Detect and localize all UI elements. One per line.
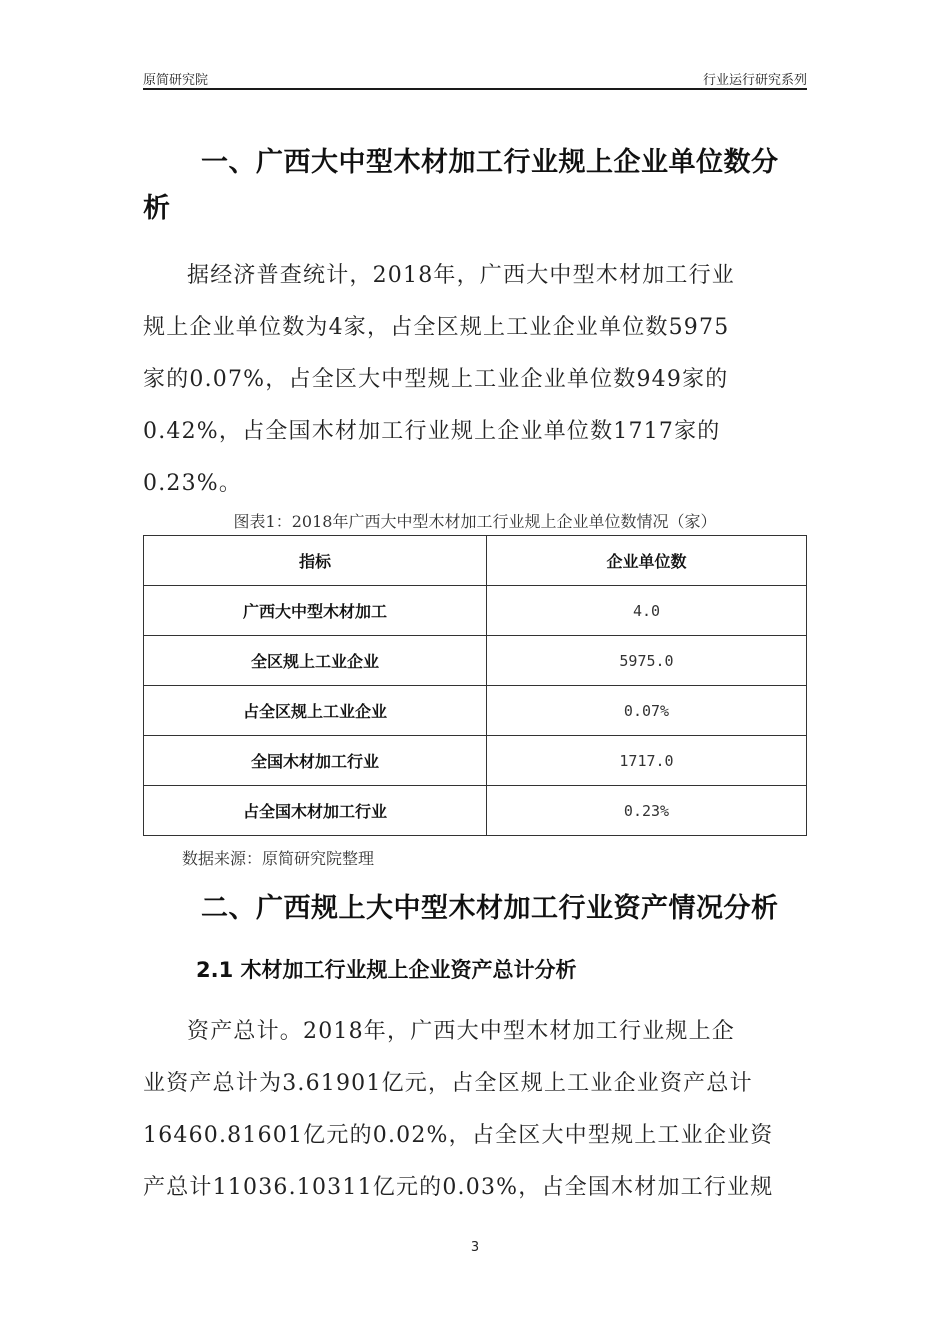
table-row bbox=[144, 686, 807, 736]
row-value: 1717.0 bbox=[487, 736, 807, 786]
enterprise-count-table bbox=[143, 535, 807, 836]
section2-title-text: 二、广西规上大中型木材加工行业资产情况分析 bbox=[201, 893, 779, 924]
page-number: 3 bbox=[470, 1240, 480, 1255]
row-value: 5975.0 bbox=[487, 636, 807, 686]
row-label: 占全区规上工业企业 bbox=[144, 686, 487, 736]
column-header-indicator: 指标 bbox=[144, 536, 487, 586]
paragraph-line: 0.23%。 bbox=[143, 471, 243, 496]
section2-subtitle: 2.1 木材加工行业规上企业资产总计分析 bbox=[196, 958, 577, 982]
page-header bbox=[143, 66, 807, 88]
paragraph-line: 16460.81601亿元的0.02%，占全区大中型规上工业企业资 bbox=[143, 1123, 774, 1148]
paragraph-line: 产总计11036.10311亿元的0.03%，占全国木材加工行业规 bbox=[143, 1175, 774, 1200]
row-label: 全区规上工业企业 bbox=[144, 636, 487, 686]
table-row bbox=[144, 786, 807, 836]
header-divider bbox=[143, 88, 807, 90]
paragraph-line: 据经济普查统计，2018年，广西大中型木材加工行业 bbox=[187, 263, 735, 288]
table-row bbox=[144, 586, 807, 636]
row-label: 全国木材加工行业 bbox=[144, 736, 487, 786]
section2-paragraph bbox=[143, 1006, 809, 1214]
paragraph-line: 0.42%，占全国木材加工行业规上企业单位数1717家的 bbox=[143, 419, 721, 444]
section1-title-line1: 一、广西大中型木材加工行业规上企业单位数分 bbox=[201, 147, 779, 178]
paragraph-line: 规上企业单位数为4家，占全区规上工业企业单位数5975 bbox=[143, 315, 730, 340]
data-source-note: 数据来源：原简研究院整理 bbox=[182, 849, 375, 868]
table-row bbox=[144, 736, 807, 786]
row-value: 4.0 bbox=[487, 586, 807, 636]
section2-title bbox=[143, 886, 807, 932]
column-header-count: 企业单位数 bbox=[487, 536, 807, 586]
row-label: 占全国木材加工行业 bbox=[144, 786, 487, 836]
row-label: 广西大中型木材加工 bbox=[144, 586, 487, 636]
section1-title-line2: 析 bbox=[143, 193, 171, 224]
row-value: 0.23% bbox=[487, 786, 807, 836]
paragraph-line: 家的0.07%，占全区大中型规上工业企业单位数949家的 bbox=[143, 367, 729, 392]
paragraph-line: 资产总计。2018年，广西大中型木材加工行业规上企 bbox=[187, 1019, 735, 1044]
row-value: 0.07% bbox=[487, 686, 807, 736]
table-row bbox=[144, 636, 807, 686]
table-caption: 图表1：2018年广西大中型木材加工行业规上企业单位数情况（家） bbox=[233, 512, 717, 531]
paragraph-line: 业资产总计为3.61901亿元，占全区规上工业企业资产总计 bbox=[143, 1071, 753, 1096]
section1-title bbox=[143, 140, 807, 232]
section1-paragraph bbox=[143, 250, 809, 510]
header-publisher: 原简研究院 bbox=[143, 73, 209, 88]
table-header-row bbox=[144, 536, 807, 586]
header-series: 行业运行研究系列 bbox=[702, 73, 807, 88]
